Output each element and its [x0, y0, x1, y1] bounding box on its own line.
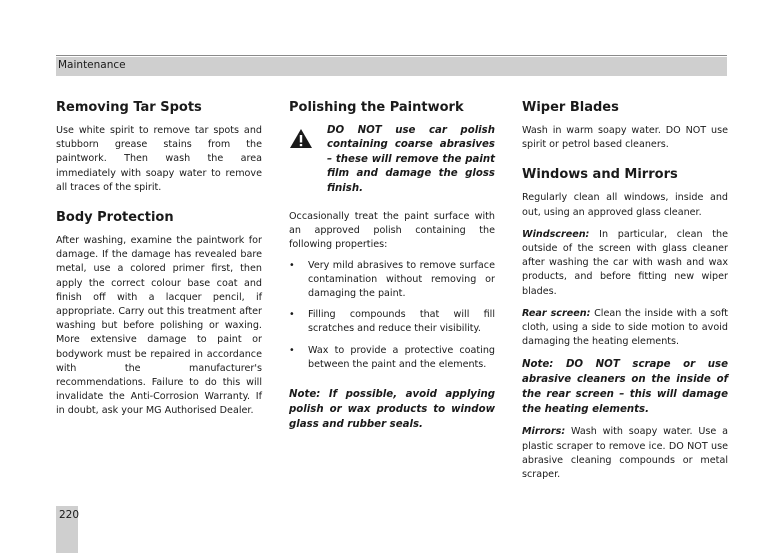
page-number: 220: [59, 509, 80, 521]
rear-screen-lead: Rear screen:: [522, 307, 591, 319]
windscreen-text: [522, 228, 728, 299]
page-number-tab: [56, 506, 78, 553]
wiper-blades-heading: Wiper Blades: [522, 100, 619, 115]
list-item: [289, 344, 495, 372]
list-item-text: Filling compounds that will fill scratches and reduce their visibility.: [308, 309, 495, 335]
column-right: [522, 99, 728, 482]
windows-mirrors-heading: Windows and Mirrors: [522, 167, 678, 183]
windscreen-lead: Windscreen:: [522, 228, 590, 240]
polish-warning: [289, 124, 495, 196]
list-item-text: Very mild abrasives to remove surface contamination without removing or damaging the paint.: [308, 259, 495, 300]
bullet: •: [289, 309, 295, 321]
mirrors-lead: Mirrors:: [522, 426, 566, 438]
mirrors-text: [522, 425, 728, 482]
rear-screen-body: Clean the inside with a soft cloth, using a side to side motion to avoid damaging the heating elements.: [522, 307, 728, 348]
body-protection-heading: Body Protection: [56, 210, 174, 226]
polish-note: Note: If possible, avoid applying polish or wax products to window glass and rubber seals.: [289, 389, 495, 431]
warning-triangle-icon: [289, 128, 313, 153]
tar-spots-heading: Removing Tar Spots: [56, 100, 202, 115]
list-item: [289, 308, 495, 336]
polish-intro: Occasionally treat the paint surface with an approved polish containing the following properties:: [289, 211, 495, 251]
column-left: [56, 99, 262, 419]
rear-screen-note: Note: DO NOT scrape or use abrasive cleaners on the inside of the rear screen – this will damage the heating elements.: [522, 359, 728, 416]
body-protection-text: After washing, examine the paintwork for damage. If the damage has revealed bare metal, use a colored primer first, then apply the correct colour base coat and finish off with a lacquer pencil, if appropriate. Carry out this treatment after washing but before polishing or waxing. More extensive damage to paint or bodywork must be repaired in accordance with the manufacturer's recommendations. Failure to do this will invalidate the Anti-Corrosion Warranty. If in doubt, ask your MG Authorised Dealer.: [56, 235, 262, 417]
list-item-text: Wax to provide a protective coating between the paint and the elements.: [308, 344, 495, 370]
wiper-blades-text: Wash in warm soapy water. DO NOT use spirit or petrol based cleaners.: [522, 125, 728, 151]
windows-text: Regularly clean all windows, inside and out, using an approved glass cleaner.: [522, 192, 728, 218]
polish-properties-list: [289, 259, 495, 372]
mirrors-body: Wash with soapy water. Use a plastic scraper to remove ice. DO NOT use abrasive cleaning compounds or metal scraper.: [522, 426, 728, 481]
column-middle: [289, 99, 495, 432]
warning-text: DO NOT use car polish containing coarse abrasives – these will remove the paint film and damage the gloss finish.: [327, 125, 495, 194]
list-item: [289, 259, 495, 302]
rear-screen-text: [522, 307, 728, 350]
windscreen-body: In particular, clean the outside of the screen with glass cleaner after washing the car with wash and wax products, and before fitting new wiper blades.: [522, 228, 728, 297]
tar-spots-text: Use white spirit to remove tar spots and stubborn grease stains from the paintwork. Then wash the area immediately with soapy water to remove all traces of the spirit.: [56, 125, 262, 193]
section-header: [56, 57, 727, 76]
bullet: •: [289, 344, 295, 356]
header-rule: [56, 55, 727, 56]
polishing-heading: Polishing the Paintwork: [289, 100, 464, 115]
bullet: •: [289, 259, 295, 271]
section-title: Maintenance: [58, 59, 126, 71]
